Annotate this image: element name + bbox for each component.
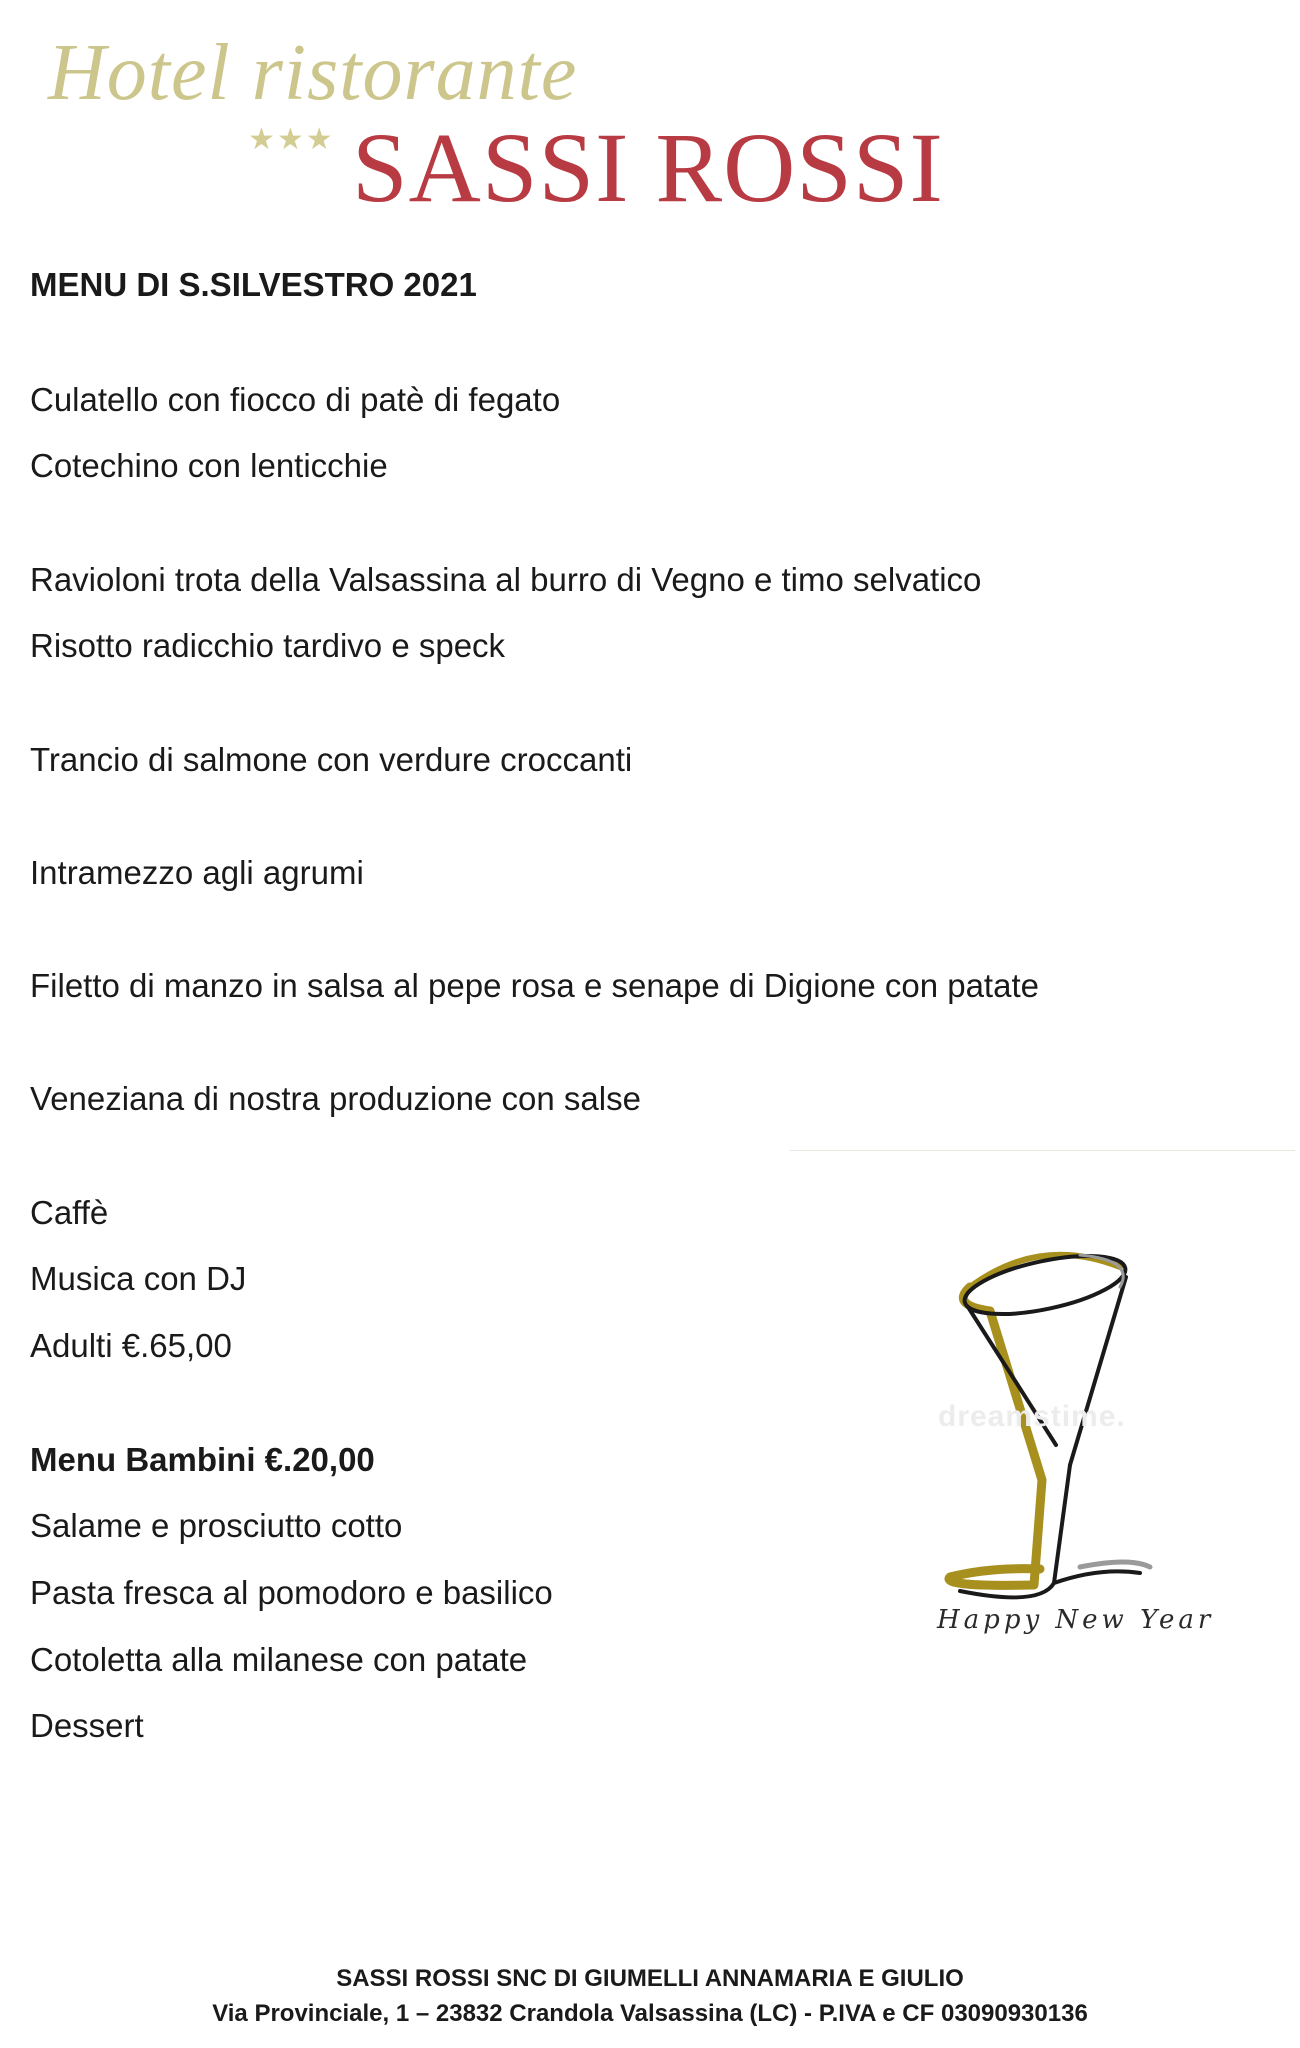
menu-item: Risotto radicchio tardivo e speck: [30, 627, 506, 664]
menu-item: Veneziana di nostra produzione con salse: [30, 1080, 641, 1117]
logo-sassi-rossi: SASSI ROSSI: [352, 112, 944, 223]
kids-menu-title: Menu Bambini €.20,00: [30, 1441, 375, 1478]
menu-item: Ravioloni trota della Valsassina al burro di Vegno e timo selvatico: [30, 561, 982, 598]
glass-base-gray: [1080, 1562, 1150, 1567]
footer-address: Via Provinciale, 1 – 23832 Crandola Valsassina (LC) - P.IVA e CF 03090930136: [212, 2000, 1088, 2027]
menu-item: Culatello con fiocco di patè di fegato: [30, 381, 561, 418]
kids-menu-item: Dessert: [30, 1707, 144, 1744]
logo-stars: ★★★: [248, 123, 335, 156]
coffee-item: Caffè: [30, 1194, 109, 1231]
glass-cone-right: [1070, 1277, 1126, 1465]
menu-title: MENU DI S.SILVESTRO 2021: [30, 266, 477, 303]
happy-new-year-caption: Happy New Year: [937, 1605, 1215, 1635]
menu-item: Filetto di manzo in salsa al pepe rosa e senape di Digione con patate: [30, 967, 1039, 1004]
separator-line: [790, 1150, 1295, 1151]
glass-gold-shadow: [949, 1287, 1042, 1585]
footer-company: SASSI ROSSI SNC DI GIUMELLI ANNAMARIA E GIULIO: [336, 1965, 964, 1992]
logo-hotel-ristorante: Hotel ristorante: [48, 29, 578, 117]
kids-menu-item: Pasta fresca al pomodoro e basilico: [30, 1574, 553, 1611]
menu-item: Cotechino con lenticchie: [30, 447, 388, 484]
kids-menu-item: Salame e prosciutto cotto: [30, 1507, 403, 1544]
menu-item: Trancio di salmone con verdure croccanti: [30, 741, 633, 778]
watermark-text: dreamstime.: [938, 1400, 1126, 1433]
glass-stem: [1054, 1465, 1070, 1583]
kids-menu-item: Cotoletta alla milanese con patate: [30, 1641, 528, 1678]
menu-item: Intramezzo agli agrumi: [30, 854, 364, 891]
music-item: Musica con DJ: [30, 1260, 247, 1297]
adult-price: Adulti €.65,00: [30, 1327, 232, 1364]
